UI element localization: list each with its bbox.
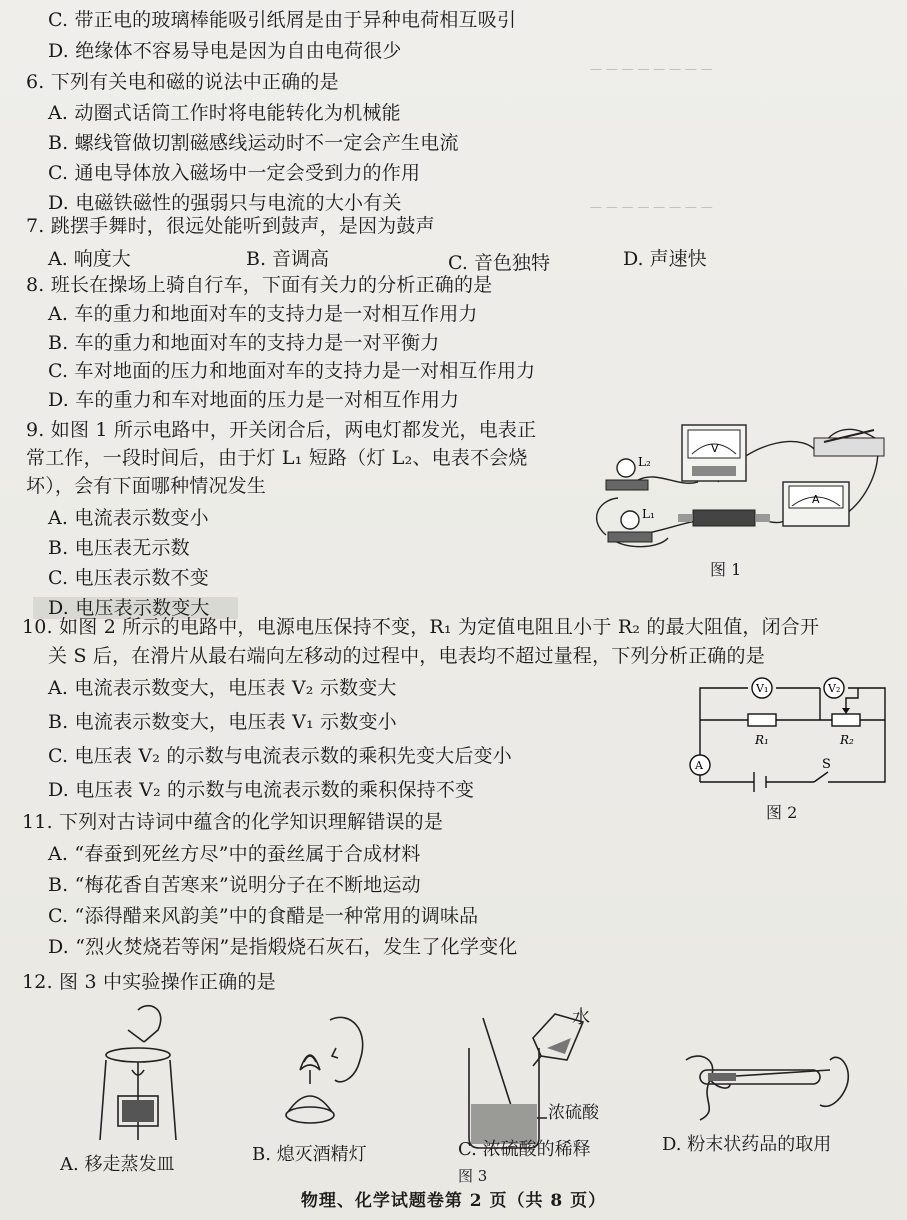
figure-1-caption: 图 1 — [710, 560, 742, 579]
q9-stem-1: 9. 如图 1 所示电路中，开关闭合后，两电灯都发光，电表正 — [26, 419, 537, 441]
q6-option-a: A. 动圈式话筒工作时将电能转化为机械能 — [48, 102, 401, 124]
q5-option-c: C. 带正电的玻璃棒能吸引纸屑是由于异种电荷相互吸引 — [48, 9, 517, 31]
page-footer: 物理、化学试题卷第 2 页（共 8 页） — [300, 1191, 607, 1211]
experiment-c-drawing — [455, 1008, 585, 1153]
q10-option-c: C. 电压表 V₂ 的示数与电流表示数的乘积先变大后变小 — [48, 745, 512, 767]
q11-option-b: B. “梅花香自苦寒来”说明分子在不断地运动 — [48, 874, 421, 896]
figure-1-circuit — [578, 410, 898, 560]
experiment-d-drawing — [680, 1040, 860, 1125]
svg-text:A: A — [812, 493, 820, 506]
experiment-c-label: C. 浓硫酸的稀释 — [458, 1139, 591, 1160]
q9-option-b: B. 电压表无示数 — [48, 537, 190, 559]
q9-option-d: D. 电压表示数变大 — [48, 597, 210, 619]
q11-option-c: C. “添得醋来风韵美”中的食醋是一种常用的调味品 — [48, 905, 479, 927]
q10-option-a: A. 电流表示数变大，电压表 V₂ 示数变大 — [48, 677, 397, 699]
q9-stem-3: 坏），会有下面哪种情况发生 — [26, 475, 267, 497]
q7-stem: 7. 跳摆手舞时，很远处能听到鼓声，是因为鼓声 — [26, 215, 435, 237]
q7-option-c: C. 音色独特 — [448, 252, 550, 274]
q6-stem: 6. 下列有关电和磁的说法中正确的是 — [26, 71, 339, 93]
q9-stem-2: 常工作，一段时间后，由于灯 L₁ 短路（灯 L₂、电表不会烧 — [26, 447, 528, 469]
q8-option-a: A. 车的重力和地面对车的支持力是一对相互作用力 — [48, 303, 478, 325]
q5-option-d: D. 绝缘体不容易导电是因为自由电荷很少 — [48, 40, 402, 62]
figure-2-circuit — [680, 672, 890, 797]
figure-3-caption: 图 3 — [458, 1167, 488, 1185]
q10-stem-2: 关 S 后，在滑片从最右端向左移动的过程中，电表均不超过量程，下列分析正确的是 — [48, 645, 765, 667]
fig1-L2-label: L₂ — [638, 455, 651, 469]
experiment-a-label: A. 移走蒸发皿 — [60, 1154, 175, 1175]
q8-option-d: D. 车的重力和车对地面的压力是一对相互作用力 — [48, 389, 460, 411]
q9-option-c: C. 电压表示数不变 — [48, 567, 209, 589]
q10-stem-1: 10. 如图 2 所示的电路中，电源电压保持不变，R₁ 为定值电阻且小于 R₂ 的最大阻值，闭合开 — [22, 616, 820, 638]
q10-option-d: D. 电压表 V₂ 的示数与电流表示数的乘积保持不变 — [48, 779, 475, 801]
svg-text:V: V — [711, 442, 719, 455]
q7-option-d: D. 声速快 — [623, 248, 707, 270]
fig1-L1-label: L₁ — [642, 507, 655, 521]
bleed-text: — — — — — — — — — [590, 62, 713, 76]
bleed-text: — — — — — — — — — [590, 200, 713, 214]
fig2-S-label: S — [822, 757, 831, 772]
q10-option-b: B. 电流表示数变大，电压表 V₁ 示数变小 — [48, 711, 397, 733]
fig2-A-label: A — [695, 759, 703, 772]
q11-stem: 11. 下列对古诗词中蕴含的化学知识理解错误的是 — [22, 811, 444, 833]
water-label: 水 — [572, 1007, 590, 1028]
q7-option-b: B. 音调高 — [246, 248, 330, 270]
fig2-V1-label: V₁ — [756, 682, 769, 695]
q7-options — [48, 244, 748, 274]
q6-option-c: C. 通电导体放入磁场中一定会受到力的作用 — [48, 162, 421, 184]
fig2-V2-label: V₂ — [828, 682, 841, 695]
q6-option-b: B. 螺线管做切割磁感线运动时不一定会产生电流 — [48, 132, 459, 154]
experiment-d-label: D. 粉末状药品的取用 — [662, 1134, 832, 1155]
figure-2-caption: 图 2 — [766, 803, 798, 822]
fig2-R1-label: R₁ — [755, 733, 769, 747]
experiment-b-label: B. 熄灭酒精灯 — [252, 1144, 367, 1165]
fig2-R2-label: R₂ — [840, 733, 854, 747]
q6-option-d: D. 电磁铁磁性的强弱只与电流的大小有关 — [48, 192, 402, 214]
acid-label: 浓硫酸 — [548, 1103, 599, 1123]
q8-option-b: B. 车的重力和地面对车的支持力是一对平衡力 — [48, 332, 440, 354]
q11-option-d: D. “烈火焚烧若等闲”是指煅烧石灰石，发生了化学变化 — [48, 936, 518, 958]
q8-stem: 8. 班长在操场上骑自行车，下面有关力的分析正确的是 — [26, 274, 493, 296]
q9-option-a: A. 电流表示数变小 — [48, 507, 209, 529]
q12-stem: 12. 图 3 中实验操作正确的是 — [22, 971, 276, 993]
experiment-b-drawing — [270, 1000, 380, 1135]
q8-option-c: C. 车对地面的压力和地面对车的支持力是一对相互作用力 — [48, 360, 536, 382]
experiment-a-drawing — [88, 1000, 208, 1150]
q11-option-a: A. “春蚕到死丝方尽”中的蚕丝属于合成材料 — [48, 843, 421, 865]
q7-option-a: A. 响度大 — [48, 248, 131, 270]
